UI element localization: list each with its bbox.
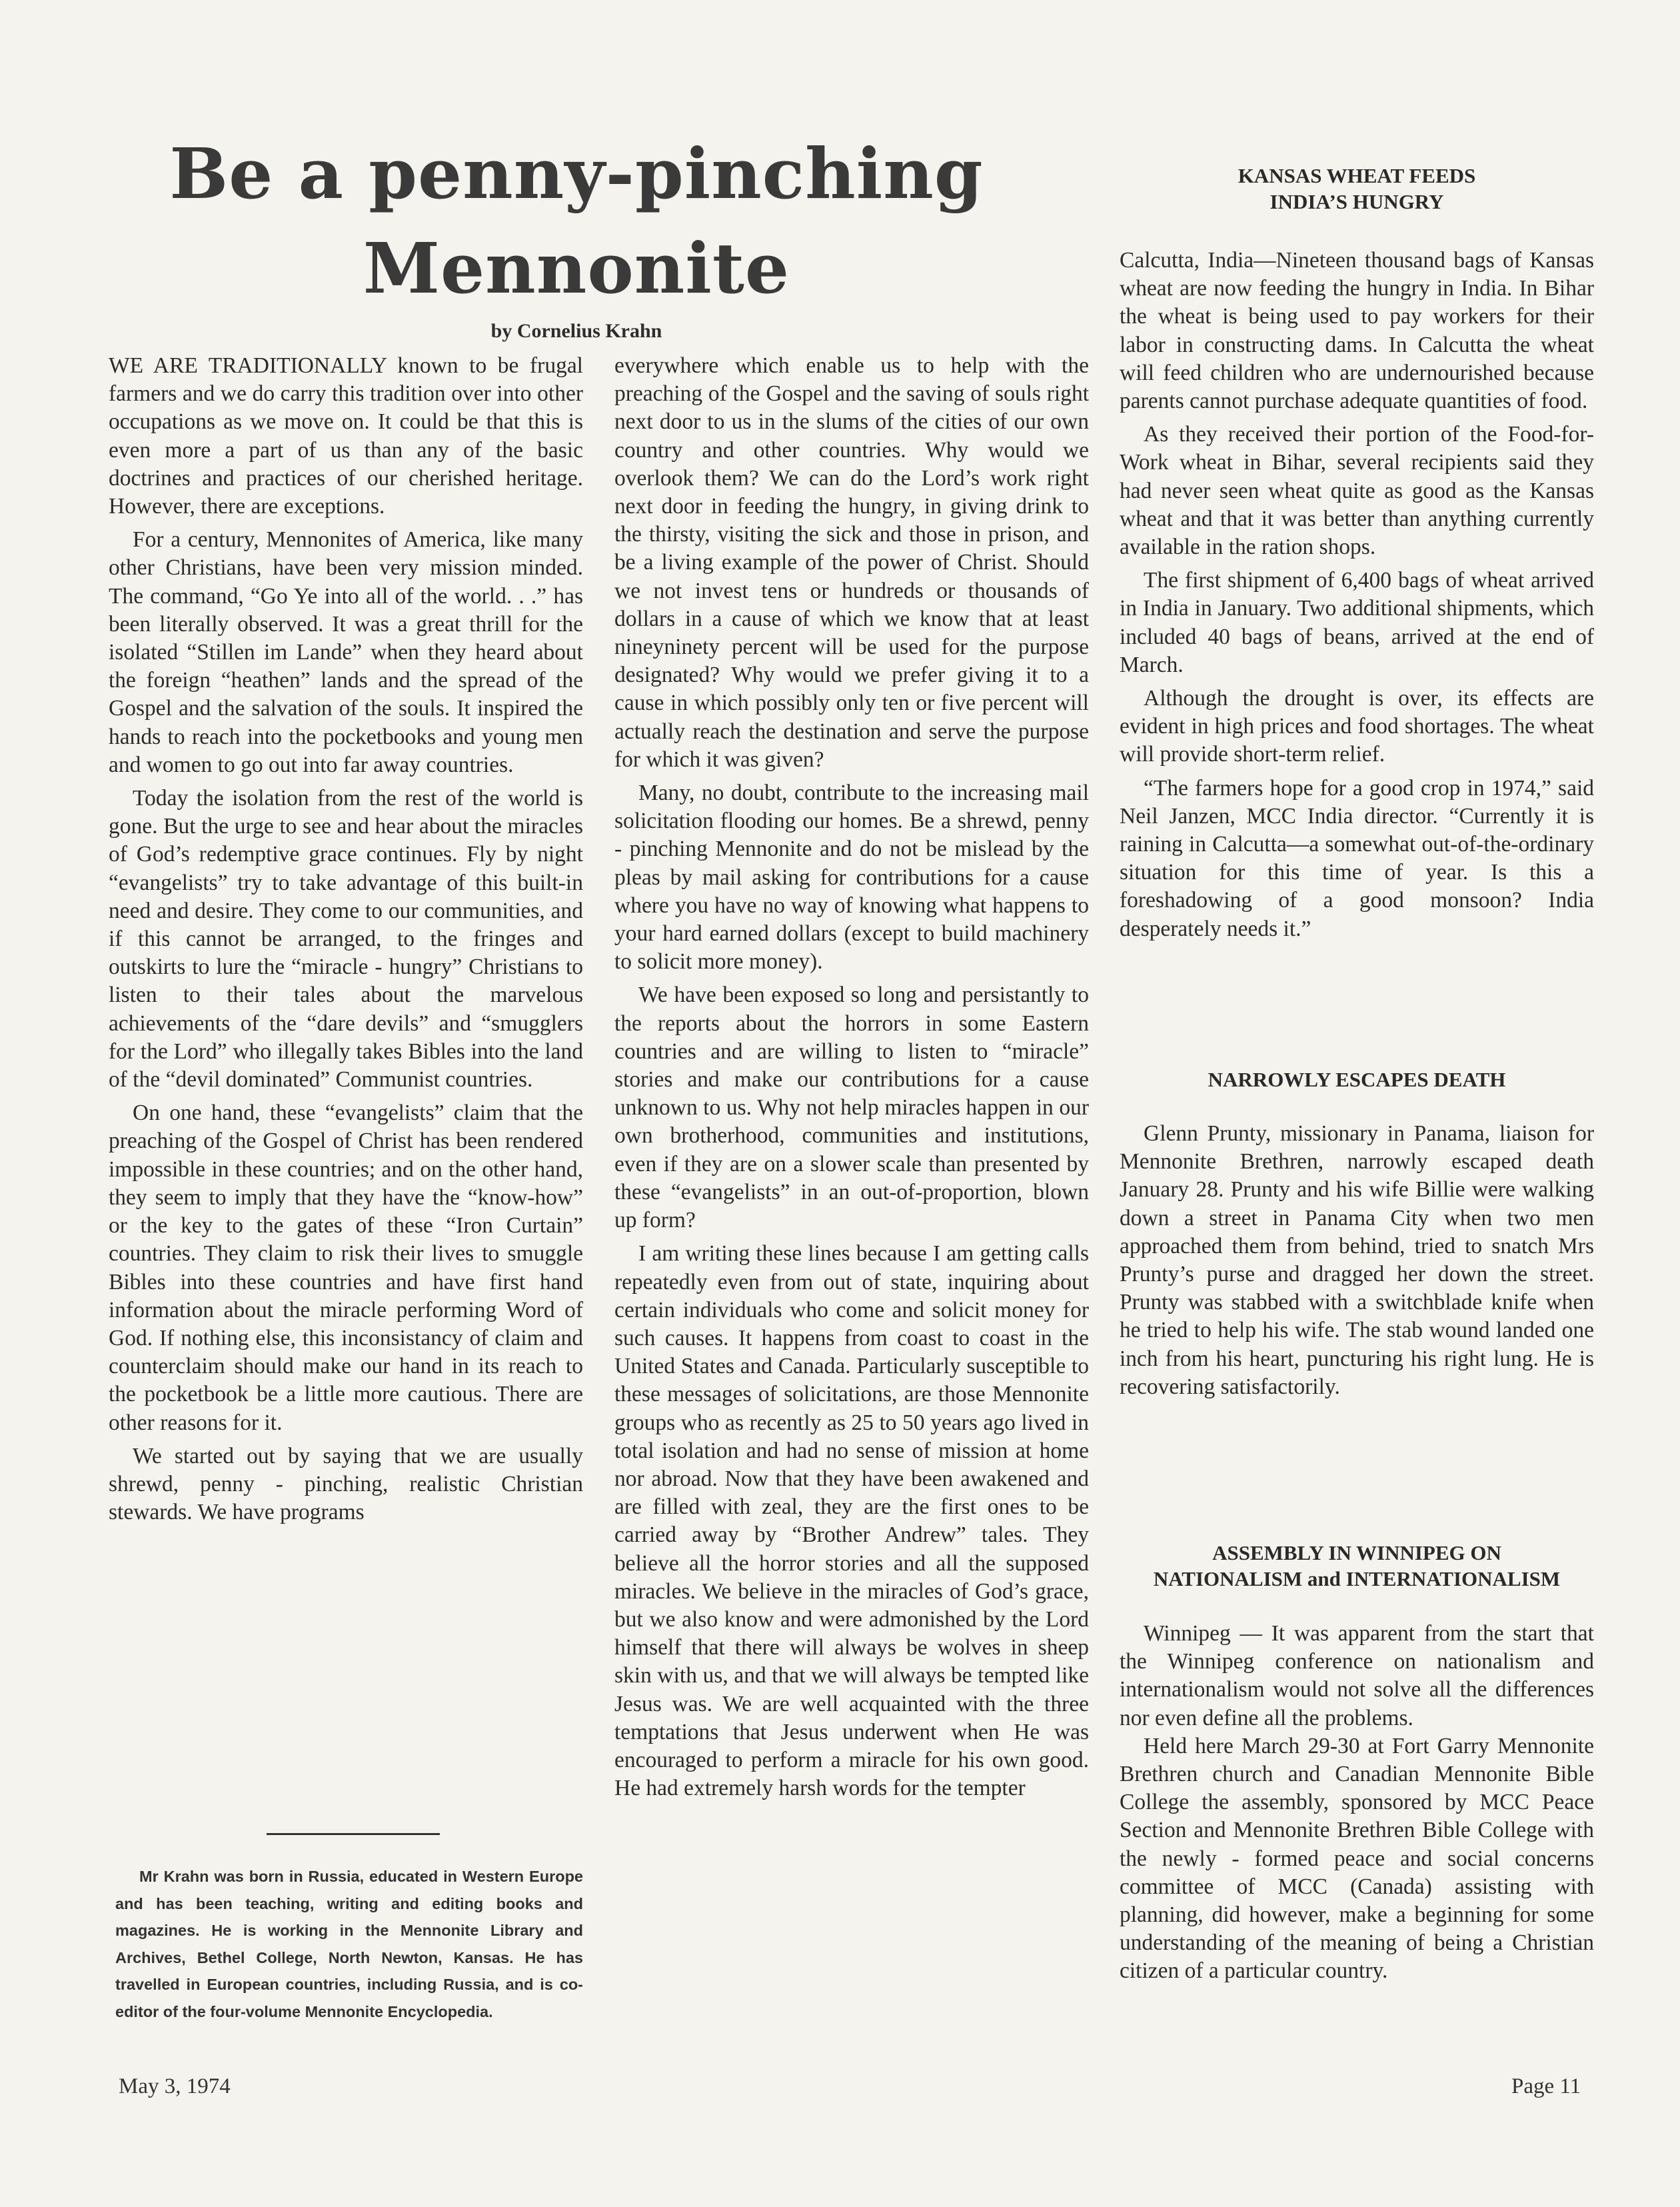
paragraph: I am writing these lines because I am getting calls repeatedly even from out of state, inquiring about certain individuals who come and solicit money for such causes. It happens from coast to coast in the United States and Canada. Particularly susceptible to these messages of solicitations, are those Mennonite groups who as recently as 25 to 50 years ago lived in total isolation and had no sense of mission at home nor abroad. Now that they have been awakened and are filled with zeal, they are the first ones to be carried away by “Brother Andrew” tales. They believe all the horror stories and all the supposed miracles. We believe in the miracles of God’s grace, but we also know and were admonished by the Lord himself that there will always be wolves in sheep skin with us, and that we will always be tempted like Jesus was. We are well acquainted with the three temptations that Jesus underwent when He was encouraged to perform a miracle for his own good. He had extremely harsh words for the tempter xyxy=(614,1241,1089,1801)
issue-date: May 3, 1974 xyxy=(119,2074,231,2098)
article-headline xyxy=(100,127,1053,316)
paragraph: “The farmers hope for a good crop in 1974,” said Neil Janzen, MCC India director. “Currently it is raining in Calcutta—a somewhat out-of-the-ordinary situation for this time of year. Is this a foreshadowing of a good monsoon? India desperately needs it.” xyxy=(1120,775,1594,941)
author-bio: Mr Krahn was born in Russia, educated in Western Europe and has been teaching, writing and editing books and magazines. He is working in the Mennonite Library and Archives, Bethel College, North Newton, Kansas. He has travelled in European countries, including Russia, and is co-editor of the four-volume Mennonite Encyclopedia. xyxy=(115,1868,583,2020)
headline-line-2: Mennonite xyxy=(363,227,790,309)
sidebar-headline-wheat xyxy=(1120,163,1594,215)
headline-line-1: Be a penny-pinching xyxy=(169,133,984,215)
byline: by Cornelius Krahn xyxy=(490,320,662,342)
paragraph: Although the drought is over, its effects are evident in high prices and food shortages. The wheat will provide short-term relief. xyxy=(1120,686,1594,767)
headline-line-1: ASSEMBLY IN WINNIPEG ON xyxy=(1212,1541,1501,1564)
sidebar-assembly-body xyxy=(1120,1620,1594,1986)
headline-line-2: NATIONALISM and INTERNATIONALISM xyxy=(1153,1567,1561,1590)
paragraph: Winnipeg — It was apparent from the start that the Winnipeg conference on nationalism and internationalism would not solve all the differences nor even define all the problems. xyxy=(1120,1621,1594,1730)
paragraph: Today the isolation from the rest of the world is gone. But the urge to see and hear about the miracles of God’s redemptive grace continues. Fly by night “evangelists” try to take advantage of this built-in need and desire. They come to our communities, and if this cannot be arranged, to the fringes and outskirts to lure the “miracle - hungry” Christians to listen to their tales about the marvelous achievements of the “dare devils” and “smugglers for the Lord” who illegally takes Bibles into the land of the “devil dominated” Communist countries. xyxy=(109,786,583,1093)
paragraph: Glenn Prunty, missionary in Panama, liaison for Mennonite Brethren, narrowly escaped death January 28. Prunty and his wife Billie were walking down a street in Panama City when two men approached them from behind, tried to snatch Mrs Prunty’s purse and dragged her down the street. Prunty was stabbed with a switchblade knife when he tried to help his wife. The stab wound landed one inch from his heart, puncturing his right lung. He is recovering satisfactorily. xyxy=(1120,1121,1594,1399)
paragraph: Calcutta, India—Nineteen thousand bags of Kansas wheat are now feeding the hungry in India. In Bihar the wheat is being used to pay workers for their labor in constructing dams. In Calcutta the wheat will feed children who are undernourished because parents cannot purchase adequate quantities of food. xyxy=(1120,248,1594,414)
paragraph: We have been exposed so long and persistantly to the reports about the horrors in some Eastern countries and are willing to listen to “miracle” stories and make our contributions for a cause unknown to us. Why not help miracles happen in our own brotherhood, communities and institutions, even if they are on a slower scale than presented by these “evangelists” in an out-of-proportion, blown up form? xyxy=(614,983,1089,1233)
paragraph: The first shipment of 6,400 bags of wheat arrived in India in January. Two additional shipments, which included 40 bags of beans, arrived at the end of March. xyxy=(1120,568,1594,677)
paragraph: We started out by saying that we are usually shrewd, penny - pinching, realistic Christian stewards. We have programs xyxy=(109,1443,583,1525)
sidebar-escape-body xyxy=(1120,1120,1594,1401)
paragraph: On one hand, these “evangelists” claim that the preaching of the Gospel of Christ has been rendered impossible in these countries; and on the other hand, they seem to imply that they have the “know-how” or the key to the gates of these “Iron Curtain” countries. They claim to risk their lives to smuggle Bibles into these countries and have first hand information about the miracle performing Word of God. If nothing else, this inconsistancy of claim and counterclaim should make our hand in its reach to the pocketbook be a little more cautious. There are other reasons for it. xyxy=(109,1101,583,1435)
paragraph: Many, no doubt, contribute to the increasing mail solicitation flooding our homes. Be a shrewd, penny - pinching Mennonite and do not be mislead by the pleas by mail asking for contributions for a cause where you have no way of knowing what happens to your hard earned dollars (except to build machinery to solicit more money). xyxy=(614,781,1089,975)
headline-line-2: INDIA’S HUNGRY xyxy=(1269,190,1444,213)
paragraph: Held here March 29-30 at Fort Garry Mennonite Brethren church and Canadian Mennonite Bible College the assembly, sponsored by MCC Peace Section and Mennonite Brethren Bible College with the newly - formed peace and social concerns committee of MCC (Canada) assisting with planning, did however, make a beginning for some understanding of the meaning of being a Christian citizen of a particular country. xyxy=(1120,1733,1594,1984)
sidebar-wheat-body xyxy=(1120,247,1594,949)
paragraph: everywhere which enable us to help with the preaching of the Gospel and the saving of souls right next door to us in the slums of the cities of our own country and other countries. Why would we overlook them? We can do the Lord’s work right next door in feeding the hungry, in giving drink to the thirsty, visiting the sick and those in prison, and be a living example of the power of Christ. Should we not invest tens or hundreds or thousands of dollars in a cause of which we know that at least nineyninety percent will be used for the purpose designated? Why would we prefer giving it to a cause in which possibly only ten or five percent will actually reach the destination and serve the purpose for which it was given? xyxy=(614,353,1089,772)
article-column-2 xyxy=(614,352,1089,1808)
footnote-divider xyxy=(267,1833,440,1835)
sidebar-headline-escape: NARROWLY ESCAPES DEATH xyxy=(1208,1068,1506,1091)
paragraph: As they received their portion of the Food-for-Work wheat in Bihar, several recipients said they had never seen wheat quite as good as the Kansas wheat and that it was better than anything currently available in the ration shops. xyxy=(1120,422,1594,560)
article-column-1 xyxy=(109,352,583,1532)
sidebar-headline-assembly xyxy=(1120,1540,1594,1592)
paragraph: WE ARE TRADITIONALLY known to be frugal farmers and we do carry this tradition over into other occupations as we move on. It could be that this is even more a part of us than any of the basic doctrines and practices of our cherished heritage. However, there are exceptions. xyxy=(109,353,583,519)
headline-line-1: KANSAS WHEAT FEEDS xyxy=(1238,164,1476,187)
page-number: Page 11 xyxy=(1511,2074,1581,2098)
paragraph: For a century, Mennonites of America, like many other Christians, have been very mission minded. The command, “Go Ye into all of the world. . .” has been literally observed. It was a great thrill for the isolated “Stillen im Lande” when they heard about the foreign “heathen” lands and the spread of the Gospel and the salvation of the souls. It inspired the hands to reach into the pocketbooks and young men and women to go out into far away countries. xyxy=(109,527,583,777)
